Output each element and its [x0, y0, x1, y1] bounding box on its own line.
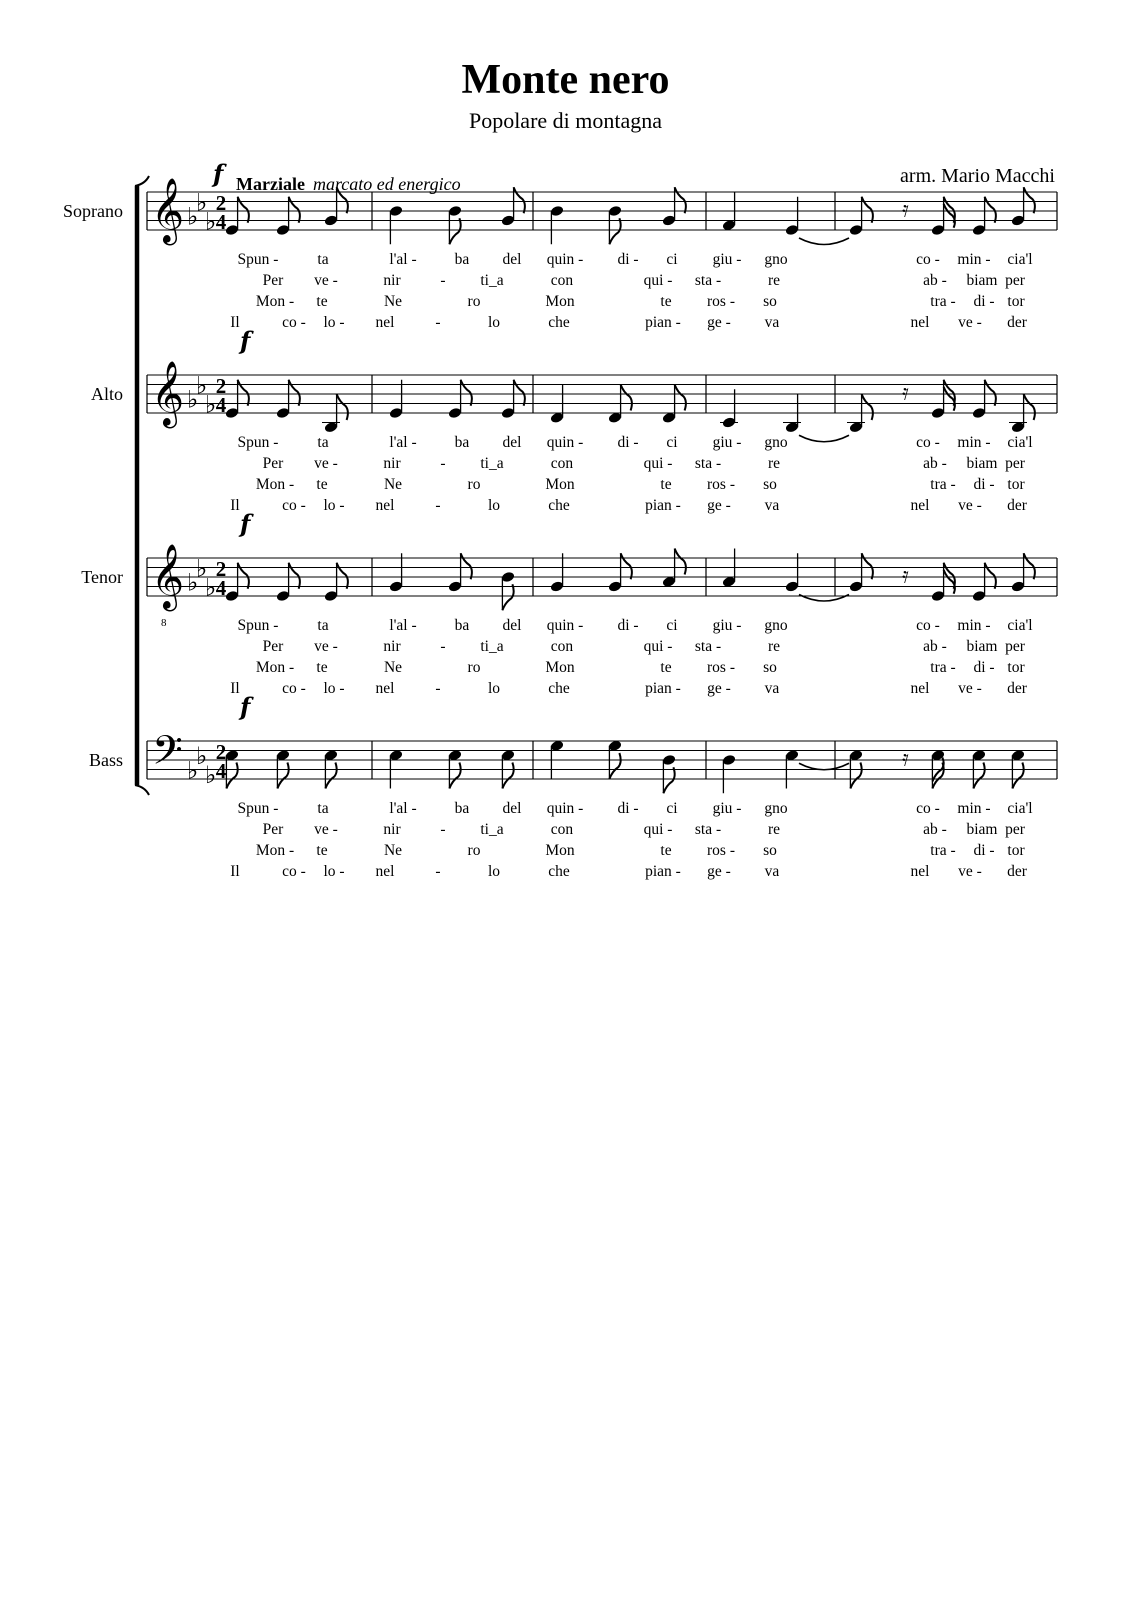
lyric-syllable: lo: [487, 314, 501, 331]
lyric-syllable: ci: [666, 617, 678, 634]
time-sig-top: 2: [215, 740, 227, 764]
note-flag: [1024, 394, 1035, 420]
note-flag: [238, 380, 249, 406]
lyric-syllable: ba: [454, 617, 470, 634]
lyric-syllable: Ne: [383, 293, 403, 310]
note-flag: [944, 380, 955, 406]
lyric-syllable: ge -: [707, 497, 731, 514]
lyric-syllable: del: [502, 434, 522, 451]
sixteenth-rest-icon: 𝄿: [902, 746, 909, 772]
lyric-syllable: ge -: [707, 314, 731, 331]
lyric-syllable: l'al -: [389, 617, 417, 634]
time-sig-bottom: 4: [215, 576, 227, 600]
lyric-syllable: co -: [916, 800, 940, 817]
lyric-syllable: Il: [230, 497, 240, 514]
lyric-syllable: lo -: [323, 680, 345, 697]
note-flag: [985, 563, 996, 589]
lyric-syllable: con: [550, 272, 574, 289]
lyric-syllable: co -: [282, 314, 306, 331]
lyric-syllable: con: [550, 455, 574, 472]
lyric-syllable: ti_a: [480, 455, 504, 472]
lyric-syllable: che: [548, 314, 570, 331]
lyric-syllable: di -: [617, 251, 639, 268]
lyric-syllable: Spun -: [237, 251, 279, 268]
lyric-syllable: nir: [383, 821, 401, 838]
lyric-syllable: ti_a: [480, 272, 504, 289]
lyric-syllable: ve -: [958, 680, 982, 697]
note-flag: [337, 394, 348, 420]
note-flag: [277, 763, 288, 789]
key-flat-icon: ♭: [196, 371, 208, 400]
lyric-syllable: con: [550, 638, 574, 655]
note-flag: [289, 380, 300, 406]
lyric-syllable: quin -: [546, 617, 584, 634]
lyric-syllable: tra -: [930, 293, 956, 310]
note-flag: [675, 385, 686, 411]
lyric-syllable: ve -: [958, 497, 982, 514]
lyric-syllable: di -: [617, 434, 639, 451]
lyric-syllable: so: [763, 476, 777, 493]
lyric-syllable: nel: [375, 497, 395, 514]
note-flag: [609, 753, 620, 779]
lyric-syllable: ve -: [958, 863, 982, 880]
time-sig-top: 2: [215, 374, 227, 398]
lyric-syllable: qui -: [643, 455, 673, 472]
time-sig-bottom: 4: [215, 759, 227, 783]
lyric-syllable: ta: [317, 800, 329, 817]
lyric-syllable: ta: [317, 434, 329, 451]
lyric-syllable: -: [440, 272, 446, 289]
lyric-syllable: Ne: [383, 842, 403, 859]
lyric-syllable: nel: [910, 680, 930, 697]
lyric-syllable: co -: [282, 497, 306, 514]
lyric-syllable: l'al -: [389, 434, 417, 451]
note-flag: [1024, 187, 1035, 213]
lyric-syllable: te: [660, 293, 672, 310]
lyric-syllable: qui -: [643, 821, 673, 838]
lyric-syllable: sta -: [694, 455, 722, 472]
staff-bass: [89, 692, 1057, 880]
lyric-syllable: sta -: [694, 821, 722, 838]
lyric-syllable: tra -: [930, 842, 956, 859]
lyric-syllable: sta -: [694, 638, 722, 655]
lyric-syllable: nel: [375, 680, 395, 697]
note-flag: [675, 187, 686, 213]
lyric-syllable: con: [550, 821, 574, 838]
lyric-syllable: ba: [454, 800, 470, 817]
lyric-syllable: ge -: [707, 680, 731, 697]
lyric-syllable: ve -: [314, 638, 338, 655]
lyric-syllable: che: [548, 680, 570, 697]
lyric-syllable: te: [316, 293, 328, 310]
lyric-syllable: te: [316, 476, 328, 493]
note-flag: [289, 563, 300, 589]
tempo-expression: marcato ed energico: [312, 174, 461, 194]
lyric-syllable: Il: [230, 863, 240, 880]
lyric-syllable: giu -: [712, 251, 742, 268]
lyric-syllable: Per: [262, 272, 284, 289]
lyric-syllable: di -: [973, 293, 995, 310]
lyric-syllable: sta -: [694, 272, 722, 289]
time-sig-top: 2: [215, 191, 227, 215]
lyric-syllable: ci: [666, 251, 678, 268]
lyric-syllable: nir: [383, 455, 401, 472]
lyric-syllable: lo -: [323, 314, 345, 331]
lyric-syllable: nir: [383, 272, 401, 289]
note-flag: [461, 380, 472, 406]
lyric-syllable: Per: [262, 455, 284, 472]
lyric-syllable: der: [1007, 680, 1027, 697]
lyric-syllable: tra -: [930, 476, 956, 493]
note-flag: [862, 394, 873, 420]
lyric-syllable: -: [440, 455, 446, 472]
lyric-syllable: gno: [764, 251, 788, 268]
lyric-syllable: Spun -: [237, 434, 279, 451]
note-flag: [944, 563, 955, 589]
lyric-syllable: Per: [262, 638, 284, 655]
lyric-syllable: biam: [966, 455, 998, 472]
lyric-syllable: Il: [230, 680, 240, 697]
lyric-syllable: va: [764, 314, 780, 331]
lyric-syllable: lo -: [323, 863, 345, 880]
lyric-syllable: tor: [1007, 293, 1025, 310]
octave-mark: 8: [161, 617, 167, 629]
lyric-syllable: min -: [957, 617, 991, 634]
tie: [799, 435, 849, 442]
note-flag: [663, 767, 674, 793]
lyric-syllable: tor: [1007, 476, 1025, 493]
treble-clef-icon: 𝄞: [151, 361, 185, 427]
treble-clef-icon: 𝄞: [151, 544, 185, 610]
lyric-syllable: Mon -: [255, 293, 295, 310]
lyric-syllable: ci: [666, 800, 678, 817]
lyric-syllable: gno: [764, 800, 788, 817]
note-flag: [1024, 553, 1035, 579]
lyric-syllable: nel: [375, 314, 395, 331]
lyric-syllable: cia'l: [1007, 434, 1033, 451]
note-flag: [675, 549, 686, 575]
tie: [799, 763, 849, 770]
lyric-syllable: Il: [230, 314, 240, 331]
lyric-syllable: ge -: [707, 863, 731, 880]
lyric-syllable: ve -: [314, 455, 338, 472]
lyric-syllable: che: [548, 863, 570, 880]
lyric-syllable: tor: [1007, 659, 1025, 676]
lyric-syllable: ve -: [314, 821, 338, 838]
lyric-syllable: di -: [973, 842, 995, 859]
staff-name: Soprano: [63, 201, 123, 221]
note-flag: [289, 197, 300, 223]
lyric-syllable: Mon -: [255, 842, 295, 859]
lyric-syllable: ab -: [923, 821, 947, 838]
key-flat-icon: ♭: [205, 761, 217, 789]
lyric-syllable: qui -: [643, 638, 673, 655]
lyric-syllable: ro: [467, 476, 481, 493]
note-flag: [862, 553, 873, 579]
note-flag: [461, 553, 472, 579]
lyric-syllable: ci: [666, 434, 678, 451]
lyric-syllable: va: [764, 863, 780, 880]
lyric-syllable: te: [660, 842, 672, 859]
lyric-syllable: va: [764, 680, 780, 697]
lyric-syllable: min -: [957, 800, 991, 817]
lyric-syllable: per: [1005, 272, 1025, 289]
lyric-syllable: -: [440, 821, 446, 838]
lyric-syllable: te: [660, 476, 672, 493]
lyric-syllable: min -: [957, 251, 991, 268]
lyric-syllable: nir: [383, 638, 401, 655]
lyric-syllable: te: [316, 659, 328, 676]
note-flag: [985, 380, 996, 406]
lyric-syllable: ta: [317, 617, 329, 634]
lyric-syllable: per: [1005, 455, 1025, 472]
lyric-syllable: lo: [487, 863, 501, 880]
lyric-syllable: so: [763, 293, 777, 310]
lyric-syllable: ros -: [707, 659, 735, 676]
lyric-syllable: quin -: [546, 251, 584, 268]
note-flag: [337, 563, 348, 589]
lyric-syllable: giu -: [712, 800, 742, 817]
lyric-syllable: giu -: [712, 434, 742, 451]
treble-clef-icon: 𝄞: [151, 178, 185, 244]
lyric-syllable: re: [767, 455, 781, 472]
lyric-syllable: di -: [617, 800, 639, 817]
dynamic-forte: f: [240, 509, 251, 538]
lyric-syllable: cia'l: [1007, 251, 1033, 268]
lyric-syllable: ta: [317, 251, 329, 268]
staff-soprano: [63, 159, 1057, 331]
key-flat-icon: ♭: [205, 573, 217, 602]
lyric-syllable: Ne: [383, 476, 403, 493]
lyric-syllable: ros -: [707, 476, 735, 493]
lyric-syllable: nel: [910, 497, 930, 514]
note-flag: [337, 187, 348, 213]
lyric-syllable: di -: [973, 659, 995, 676]
lyric-syllable: co -: [916, 251, 940, 268]
lyric-syllable: cia'l: [1007, 800, 1033, 817]
lyric-syllable: -: [435, 497, 441, 514]
lyric-syllable: Mon: [545, 476, 575, 493]
dynamic-forte: f: [240, 692, 251, 721]
lyric-syllable: pian -: [645, 497, 681, 514]
lyric-syllable: nel: [375, 863, 395, 880]
staff-name: Alto: [90, 384, 123, 404]
note-flag: [502, 763, 513, 789]
lyric-syllable: Mon: [545, 842, 575, 859]
lyric-syllable: l'al -: [389, 800, 417, 817]
lyric-syllable: ro: [467, 842, 481, 859]
lyric-syllable: re: [767, 638, 781, 655]
tempo-main: Marziale: [236, 174, 305, 194]
lyric-syllable: Mon: [545, 659, 575, 676]
lyric-syllable: te: [316, 842, 328, 859]
lyric-syllable: co -: [916, 617, 940, 634]
bass-clef-icon: 𝄢: [152, 727, 183, 784]
note-flag: [238, 563, 249, 589]
lyric-syllable: ab -: [923, 455, 947, 472]
tie: [799, 595, 849, 602]
piece-title: Monte nero: [461, 57, 670, 103]
dynamic-forte: f: [240, 326, 251, 355]
note-flag: [514, 187, 525, 213]
lyric-syllable: cia'l: [1007, 617, 1033, 634]
note-flag: [944, 197, 955, 223]
lyric-syllable: co -: [282, 680, 306, 697]
lyric-syllable: Mon: [545, 293, 575, 310]
lyric-syllable: pian -: [645, 863, 681, 880]
lyric-syllable: ba: [454, 251, 470, 268]
lyric-syllable: pian -: [645, 314, 681, 331]
lyric-syllable: del: [502, 800, 522, 817]
sixteenth-rest-icon: 𝄿: [902, 380, 909, 406]
lyric-syllable: ve -: [314, 272, 338, 289]
note-flag: [514, 380, 525, 406]
lyric-syllable: lo -: [323, 497, 345, 514]
lyric-syllable: quin -: [546, 434, 584, 451]
lyric-syllable: ros -: [707, 293, 735, 310]
lyric-syllable: ti_a: [480, 638, 504, 655]
key-flat-icon: ♭: [196, 742, 208, 770]
lyric-syllable: Ne: [383, 659, 403, 676]
lyric-syllable: ab -: [923, 638, 947, 655]
lyric-syllable: Mon -: [255, 659, 295, 676]
lyric-syllable: pian -: [645, 680, 681, 697]
lyric-syllable: gno: [764, 434, 788, 451]
lyric-syllable: l'al -: [389, 251, 417, 268]
note-flag: [609, 218, 620, 244]
lyric-syllable: di -: [617, 617, 639, 634]
lyric-syllable: di -: [973, 476, 995, 493]
key-flat-icon: ♭: [196, 188, 208, 217]
lyric-syllable: biam: [966, 821, 998, 838]
sixteenth-rest-icon: 𝄿: [902, 563, 909, 589]
lyric-syllable: del: [502, 617, 522, 634]
lyric-syllable: gno: [764, 617, 788, 634]
key-flat-icon: ♭: [187, 202, 199, 231]
lyric-syllable: ab -: [923, 272, 947, 289]
lyric-syllable: giu -: [712, 617, 742, 634]
note-flag: [325, 763, 336, 789]
lyric-syllable: biam: [966, 638, 998, 655]
key-flat-icon: ♭: [187, 756, 199, 785]
time-sig-bottom: 4: [215, 210, 227, 234]
lyric-syllable: nel: [910, 314, 930, 331]
bracket-top-hook: [135, 176, 149, 186]
lyric-syllable: so: [763, 659, 777, 676]
note-flag: [862, 197, 873, 223]
lyric-syllable: qui -: [643, 272, 673, 289]
lyric-syllable: ro: [467, 293, 481, 310]
lyric-syllable: Mon -: [255, 476, 295, 493]
lyric-syllable: del: [502, 251, 522, 268]
note-flag: [449, 218, 460, 244]
note-flag: [973, 763, 984, 789]
lyric-syllable: che: [548, 497, 570, 514]
key-flat-icon: ♭: [187, 568, 199, 597]
lyric-syllable: ti_a: [480, 821, 504, 838]
lyric-syllable: -: [435, 863, 441, 880]
lyric-syllable: co -: [916, 434, 940, 451]
dynamic-forte: f: [213, 159, 224, 188]
lyric-syllable: re: [767, 272, 781, 289]
lyric-syllable: Spun -: [237, 800, 279, 817]
lyric-syllable: Spun -: [237, 617, 279, 634]
lyric-syllable: -: [440, 638, 446, 655]
arranger-credit: arm. Mario Macchi: [900, 165, 1055, 187]
lyric-syllable: biam: [966, 272, 998, 289]
lyric-syllable: min -: [957, 434, 991, 451]
note-flag: [226, 763, 237, 789]
staff-tenor: [81, 509, 1057, 697]
lyric-syllable: -: [435, 680, 441, 697]
key-flat-icon: ♭: [205, 390, 217, 419]
staff-name: Tenor: [81, 567, 123, 587]
lyric-syllable: der: [1007, 497, 1027, 514]
lyric-syllable: lo: [487, 680, 501, 697]
lyric-syllable: lo: [487, 497, 501, 514]
lyric-syllable: ro: [467, 659, 481, 676]
note-flag: [932, 763, 943, 789]
note-flag: [850, 763, 861, 789]
lyric-syllable: per: [1005, 638, 1025, 655]
bracket-bottom-hook: [135, 785, 149, 795]
time-sig-bottom: 4: [215, 393, 227, 417]
note-flag: [621, 385, 632, 411]
lyric-syllable: nel: [910, 863, 930, 880]
note-flag: [621, 553, 632, 579]
sixteenth-rest-icon: 𝄿: [902, 197, 909, 223]
lyric-syllable: quin -: [546, 800, 584, 817]
lyric-syllable: per: [1005, 821, 1025, 838]
staff-name: Bass: [88, 750, 123, 770]
lyric-syllable: te: [660, 659, 672, 676]
lyric-syllable: ros -: [707, 842, 735, 859]
note-flag: [238, 197, 249, 223]
note-flag: [449, 763, 460, 789]
lyric-syllable: -: [435, 314, 441, 331]
lyric-syllable: re: [767, 821, 781, 838]
lyric-syllable: der: [1007, 314, 1027, 331]
lyric-syllable: ve -: [958, 314, 982, 331]
lyric-syllable: tor: [1007, 842, 1025, 859]
lyric-syllable: ba: [454, 434, 470, 451]
lyric-syllable: der: [1007, 863, 1027, 880]
lyric-syllable: co -: [282, 863, 306, 880]
lyric-syllable: so: [763, 842, 777, 859]
key-flat-icon: ♭: [196, 554, 208, 583]
staff-alto: [91, 326, 1057, 514]
note-flag: [985, 197, 996, 223]
lyric-syllable: va: [764, 497, 780, 514]
lyric-syllable: Per: [262, 821, 284, 838]
time-sig-top: 2: [215, 557, 227, 581]
key-flat-icon: ♭: [205, 207, 217, 236]
note-flag: [1012, 763, 1023, 789]
key-flat-icon: ♭: [187, 385, 199, 414]
lyric-syllable: tra -: [930, 659, 956, 676]
piece-subtitle: Popolare di montagna: [468, 108, 663, 133]
tie: [799, 238, 849, 245]
note-flag: [502, 584, 513, 610]
